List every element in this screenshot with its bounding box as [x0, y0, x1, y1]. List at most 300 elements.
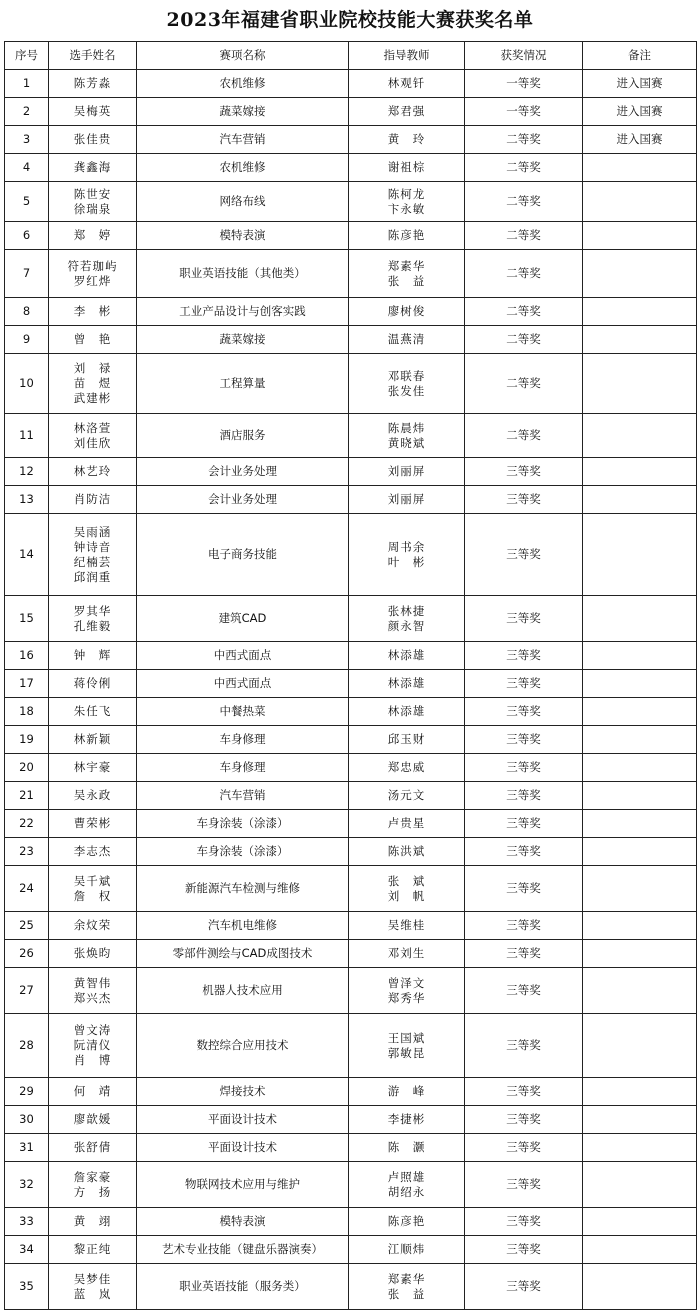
row-no: 32 — [5, 1162, 49, 1208]
event-name: 平面设计技术 — [137, 1106, 349, 1134]
award-level: 三等奖 — [465, 782, 583, 810]
coach-names-line: 林添雄 — [387, 704, 426, 718]
table-row — [5, 912, 697, 940]
table-row — [5, 250, 697, 298]
event-name: 职业英语技能（服务类） — [137, 1264, 349, 1310]
coach-names — [349, 354, 465, 414]
contestant-names-line: 蓝 岚 — [73, 1286, 112, 1301]
table-row — [5, 968, 697, 1014]
coach-names — [349, 98, 465, 126]
header-event: 赛项名称 — [137, 42, 349, 70]
contestant-names — [49, 698, 137, 726]
table-row — [5, 866, 697, 912]
award-level: 三等奖 — [465, 866, 583, 912]
coach-names — [349, 1264, 465, 1310]
contestant-names — [49, 1106, 137, 1134]
contestant-names-line: 黄 翊 — [73, 1214, 112, 1228]
coach-names — [349, 726, 465, 754]
contestant-names-line: 方 扬 — [73, 1184, 112, 1199]
contestant-names-line: 刘 禄 — [73, 361, 112, 375]
event-name: 新能源汽车检测与维修 — [137, 866, 349, 912]
coach-names-line: 胡绍永 — [387, 1184, 426, 1199]
event-name: 中西式面点 — [137, 642, 349, 670]
coach-names-line: 郑忠威 — [387, 760, 426, 774]
coach-names — [349, 326, 465, 354]
award-level: 三等奖 — [465, 1078, 583, 1106]
coach-names-line: 郑素华 — [387, 258, 426, 273]
table-row — [5, 326, 697, 354]
coach-names — [349, 838, 465, 866]
remark: 进入国赛 — [583, 126, 697, 154]
award-level: 三等奖 — [465, 1236, 583, 1264]
remark — [583, 726, 697, 754]
coach-names — [349, 754, 465, 782]
coach-names-line: 张 益 — [387, 273, 426, 288]
coach-names — [349, 866, 465, 912]
row-no: 1 — [5, 70, 49, 98]
event-name: 车身修理 — [137, 726, 349, 754]
contestant-names — [49, 250, 137, 298]
contestant-names — [49, 1264, 137, 1310]
contestant-names-line: 郑兴杰 — [73, 990, 112, 1005]
header-names: 选手姓名 — [49, 42, 137, 70]
contestant-names-line: 孔维毅 — [73, 618, 112, 633]
coach-names — [349, 154, 465, 182]
remark — [583, 298, 697, 326]
contestant-names — [49, 354, 137, 414]
contestant-names — [49, 326, 137, 354]
contestant-names-line: 曾 艳 — [73, 332, 112, 346]
event-name: 机器人技术应用 — [137, 968, 349, 1014]
table-row — [5, 1264, 697, 1310]
row-no: 8 — [5, 298, 49, 326]
award-level: 三等奖 — [465, 754, 583, 782]
award-level: 二等奖 — [465, 222, 583, 250]
event-name: 车身修理 — [137, 754, 349, 782]
contestant-names-line: 邱润重 — [73, 569, 112, 584]
table-row — [5, 98, 697, 126]
coach-names-line: 黄晓斌 — [387, 435, 426, 450]
event-name: 农机维修 — [137, 70, 349, 98]
row-no: 31 — [5, 1134, 49, 1162]
remark — [583, 1236, 697, 1264]
award-level: 二等奖 — [465, 326, 583, 354]
header-no: 序号 — [5, 42, 49, 70]
award-level: 三等奖 — [465, 940, 583, 968]
row-no: 29 — [5, 1078, 49, 1106]
row-no: 9 — [5, 326, 49, 354]
coach-names-line: 林添雄 — [387, 648, 426, 662]
coach-names — [349, 514, 465, 596]
contestant-names — [49, 1134, 137, 1162]
award-level: 二等奖 — [465, 154, 583, 182]
coach-names — [349, 414, 465, 458]
contestant-names-line: 符若珈屿 — [67, 258, 118, 273]
event-name: 工业产品设计与创客实践 — [137, 298, 349, 326]
header-row — [5, 42, 697, 70]
award-level: 三等奖 — [465, 1208, 583, 1236]
row-no: 5 — [5, 182, 49, 222]
coach-names-line: 黄 玲 — [387, 132, 426, 146]
coach-names — [349, 298, 465, 326]
contestant-names-line: 廖歆媛 — [73, 1112, 112, 1126]
contestant-names — [49, 866, 137, 912]
contestant-names — [49, 514, 137, 596]
remark — [583, 1264, 697, 1310]
row-no: 22 — [5, 810, 49, 838]
award-level: 三等奖 — [465, 1014, 583, 1078]
contestant-names-line: 郑 婷 — [73, 228, 112, 242]
event-name: 汽车营销 — [137, 126, 349, 154]
table-row — [5, 642, 697, 670]
contestant-names-line: 蒋伶俐 — [73, 676, 112, 690]
coach-names — [349, 1208, 465, 1236]
coach-names-line: 刘 帆 — [387, 888, 426, 903]
event-name: 中餐热菜 — [137, 698, 349, 726]
row-no: 34 — [5, 1236, 49, 1264]
remark — [583, 866, 697, 912]
coach-names — [349, 70, 465, 98]
coach-names-line: 邓联春 — [387, 368, 426, 383]
coach-names-line: 郑素华 — [387, 1271, 426, 1286]
coach-names — [349, 222, 465, 250]
contestant-names — [49, 940, 137, 968]
remark — [583, 414, 697, 458]
contestant-names — [49, 298, 137, 326]
coach-names — [349, 1236, 465, 1264]
coach-names-line: 吴维桂 — [387, 918, 426, 932]
header-coaches: 指导教师 — [349, 42, 465, 70]
remark — [583, 698, 697, 726]
event-name: 平面设计技术 — [137, 1134, 349, 1162]
award-level: 二等奖 — [465, 414, 583, 458]
award-level: 三等奖 — [465, 698, 583, 726]
contestant-names — [49, 726, 137, 754]
coach-names-line: 邓刘生 — [387, 946, 426, 960]
coach-names — [349, 250, 465, 298]
row-no: 33 — [5, 1208, 49, 1236]
contestant-names-line: 林宇豪 — [73, 760, 112, 774]
contestant-names-line: 朱任飞 — [73, 704, 112, 718]
page-title: 2023年福建省职业院校技能大赛获奖名单 — [166, 9, 534, 31]
contestant-names-line: 林新颖 — [73, 732, 112, 746]
contestant-names-line: 阮清仪 — [73, 1038, 112, 1052]
row-no: 23 — [5, 838, 49, 866]
remark — [583, 1134, 697, 1162]
coach-names-line: 王国斌 — [387, 1030, 426, 1045]
coach-names-line: 游 峰 — [387, 1084, 426, 1098]
remark — [583, 810, 697, 838]
table-row — [5, 940, 697, 968]
remark — [583, 1014, 697, 1078]
contestant-names — [49, 486, 137, 514]
remark — [583, 596, 697, 642]
row-no: 6 — [5, 222, 49, 250]
coach-names-line: 谢祖棕 — [387, 160, 426, 174]
event-name: 车身涂装（涂漆） — [137, 838, 349, 866]
remark — [583, 514, 697, 596]
contestant-names — [49, 838, 137, 866]
remark — [583, 458, 697, 486]
remark — [583, 1208, 697, 1236]
contestant-names — [49, 754, 137, 782]
event-name: 汽车营销 — [137, 782, 349, 810]
award-level: 三等奖 — [465, 1264, 583, 1310]
contestant-names-line: 肖 博 — [73, 1053, 112, 1067]
event-name: 中西式面点 — [137, 670, 349, 698]
contestant-names-line: 罗红烨 — [73, 273, 112, 288]
event-name: 职业英语技能（其他类） — [137, 250, 349, 298]
contestant-names — [49, 1014, 137, 1078]
event-name: 物联网技术应用与维护 — [137, 1162, 349, 1208]
coach-names-line: 江顺炜 — [387, 1242, 426, 1256]
contestant-names-line: 武建彬 — [73, 391, 112, 405]
contestant-names — [49, 458, 137, 486]
header-note: 备注 — [583, 42, 697, 70]
contestant-names — [49, 1236, 137, 1264]
row-no: 25 — [5, 912, 49, 940]
award-level: 一等奖 — [465, 98, 583, 126]
coach-names-line: 郑秀华 — [387, 990, 426, 1005]
table-row — [5, 810, 697, 838]
remark — [583, 182, 697, 222]
contestant-names — [49, 98, 137, 126]
remark — [583, 642, 697, 670]
table-row — [5, 754, 697, 782]
coach-names — [349, 810, 465, 838]
coach-names-line: 颜永智 — [387, 618, 426, 633]
row-no: 16 — [5, 642, 49, 670]
table-row — [5, 1236, 697, 1264]
award-level: 三等奖 — [465, 726, 583, 754]
event-name: 数控综合应用技术 — [137, 1014, 349, 1078]
contestant-names-line: 刘佳欣 — [73, 435, 112, 450]
contestant-names-line: 苗 煜 — [73, 376, 112, 390]
table-row — [5, 154, 697, 182]
award-level: 三等奖 — [465, 838, 583, 866]
table-row — [5, 486, 697, 514]
remark — [583, 486, 697, 514]
contestant-names — [49, 182, 137, 222]
coach-names — [349, 458, 465, 486]
table-row — [5, 726, 697, 754]
contestant-names-line: 曹荣彬 — [73, 816, 112, 830]
event-name: 蔬菜嫁接 — [137, 326, 349, 354]
award-level: 三等奖 — [465, 670, 583, 698]
coach-names-line: 刘丽屏 — [387, 492, 426, 506]
award-level: 二等奖 — [465, 298, 583, 326]
event-name: 模特表演 — [137, 222, 349, 250]
remark — [583, 154, 697, 182]
row-no: 11 — [5, 414, 49, 458]
table-row — [5, 70, 697, 98]
contestant-names-line: 吴千斌 — [73, 873, 112, 888]
event-name: 汽车机电维修 — [137, 912, 349, 940]
table-row — [5, 670, 697, 698]
contestant-names-line: 张佳贵 — [73, 132, 112, 146]
contestant-names — [49, 642, 137, 670]
row-no: 19 — [5, 726, 49, 754]
row-no: 30 — [5, 1106, 49, 1134]
table-row — [5, 1014, 697, 1078]
coach-names — [349, 912, 465, 940]
contestant-names-line: 龚鑫海 — [73, 160, 112, 174]
table-row — [5, 782, 697, 810]
contestant-names — [49, 912, 137, 940]
row-no: 20 — [5, 754, 49, 782]
table-row — [5, 458, 697, 486]
table-row — [5, 354, 697, 414]
contestant-names — [49, 154, 137, 182]
table-row — [5, 838, 697, 866]
row-no: 10 — [5, 354, 49, 414]
contestant-names-line: 詹 权 — [73, 888, 112, 903]
table-row — [5, 1208, 697, 1236]
remark — [583, 968, 697, 1014]
coach-names — [349, 940, 465, 968]
coach-names-line: 林观钎 — [387, 76, 426, 90]
award-level: 三等奖 — [465, 514, 583, 596]
row-no: 28 — [5, 1014, 49, 1078]
coach-names — [349, 182, 465, 222]
row-no: 7 — [5, 250, 49, 298]
event-name: 蔬菜嫁接 — [137, 98, 349, 126]
coach-names-line: 陈晨炜 — [387, 420, 426, 435]
remark — [583, 670, 697, 698]
contestant-names-line: 钟诗音 — [73, 539, 112, 554]
row-no: 24 — [5, 866, 49, 912]
table-row — [5, 698, 697, 726]
contestant-names — [49, 70, 137, 98]
remark — [583, 326, 697, 354]
table-row — [5, 1078, 697, 1106]
contestant-names-line: 陈世安 — [73, 186, 112, 201]
coach-names-line: 张 斌 — [387, 873, 426, 888]
event-name: 模特表演 — [137, 1208, 349, 1236]
coach-names-line: 周书余 — [387, 539, 426, 554]
contestant-names-line: 徐瑞泉 — [73, 201, 112, 216]
event-name: 农机维修 — [137, 154, 349, 182]
contestant-names — [49, 782, 137, 810]
award-level: 一等奖 — [465, 70, 583, 98]
row-no: 26 — [5, 940, 49, 968]
event-name: 焊接技术 — [137, 1078, 349, 1106]
table-row — [5, 1134, 697, 1162]
remark — [583, 754, 697, 782]
contestant-names-line: 詹家豪 — [73, 1169, 112, 1184]
contestant-names-line: 余炆荣 — [73, 918, 112, 932]
contestant-names-line: 罗其华 — [73, 603, 112, 618]
award-level: 二等奖 — [465, 126, 583, 154]
coach-names-line: 张发佳 — [387, 383, 426, 398]
contestant-names — [49, 1078, 137, 1106]
contestant-names-line: 张舒倩 — [73, 1140, 112, 1154]
coach-names-line: 李捷彬 — [387, 1112, 426, 1126]
remark — [583, 222, 697, 250]
table-row — [5, 182, 697, 222]
remark — [583, 782, 697, 810]
contestant-names-line: 何 靖 — [73, 1084, 112, 1098]
contestant-names-line: 李志杰 — [73, 844, 112, 858]
remark — [583, 912, 697, 940]
coach-names — [349, 1078, 465, 1106]
remark — [583, 838, 697, 866]
coach-names — [349, 1162, 465, 1208]
award-level: 二等奖 — [465, 354, 583, 414]
coach-names-line: 陈 灏 — [387, 1140, 426, 1154]
table-row — [5, 596, 697, 642]
row-no: 13 — [5, 486, 49, 514]
coach-names-line: 卢贵星 — [387, 816, 426, 830]
contestant-names-line: 吴雨涵 — [73, 524, 112, 539]
contestant-names-line: 肖防洁 — [73, 492, 112, 506]
coach-names — [349, 1014, 465, 1078]
award-level: 三等奖 — [465, 458, 583, 486]
coach-names — [349, 642, 465, 670]
remark — [583, 940, 697, 968]
header-award: 获奖情况 — [465, 42, 583, 70]
contestant-names-line: 吴梅英 — [73, 104, 112, 118]
contestant-names-line: 陈芳淼 — [73, 76, 112, 90]
coach-names-line: 张林捷 — [387, 603, 426, 618]
coach-names — [349, 1134, 465, 1162]
award-level: 三等奖 — [465, 1106, 583, 1134]
coach-names-line: 卞永敏 — [387, 201, 426, 216]
table-row — [5, 126, 697, 154]
contestant-names-line: 纪楠芸 — [73, 554, 112, 569]
award-level: 三等奖 — [465, 1162, 583, 1208]
contestant-names — [49, 670, 137, 698]
coach-names-line: 曾泽文 — [387, 975, 426, 990]
coach-names-line: 陈彦艳 — [387, 1214, 426, 1228]
coach-names-line: 卢照雄 — [387, 1169, 426, 1184]
award-level: 三等奖 — [465, 912, 583, 940]
contestant-names-line: 黎正纯 — [73, 1242, 112, 1256]
coach-names-line: 张 益 — [387, 1286, 426, 1301]
event-name: 建筑CAD — [137, 596, 349, 642]
award-level: 三等奖 — [465, 596, 583, 642]
coach-names-line: 廖树俊 — [387, 304, 426, 318]
award-level: 二等奖 — [465, 182, 583, 222]
award-level: 三等奖 — [465, 486, 583, 514]
coach-names-line: 陈柯龙 — [387, 186, 426, 201]
coach-names-line: 林添雄 — [387, 676, 426, 690]
contestant-names — [49, 596, 137, 642]
contestant-names-line: 吴梦佳 — [73, 1271, 112, 1286]
contestant-names-line: 张焕昀 — [73, 946, 112, 960]
coach-names — [349, 486, 465, 514]
contestant-names — [49, 126, 137, 154]
contestant-names-line: 曾文涛 — [73, 1023, 112, 1037]
coach-names — [349, 596, 465, 642]
remark — [583, 1162, 697, 1208]
coach-names — [349, 670, 465, 698]
contestant-names-line: 吴永政 — [73, 788, 112, 802]
contestant-names — [49, 810, 137, 838]
remark: 进入国赛 — [583, 98, 697, 126]
event-name: 会计业务处理 — [137, 458, 349, 486]
contestant-names-line: 林艺玲 — [73, 464, 112, 478]
event-name: 电子商务技能 — [137, 514, 349, 596]
award-level: 三等奖 — [465, 642, 583, 670]
coach-names-line: 邱玉财 — [387, 732, 426, 746]
coach-names-line: 刘丽屏 — [387, 464, 426, 478]
coach-names-line: 汤元文 — [387, 788, 426, 802]
row-no: 35 — [5, 1264, 49, 1310]
coach-names — [349, 698, 465, 726]
contestant-names — [49, 1162, 137, 1208]
event-name: 会计业务处理 — [137, 486, 349, 514]
